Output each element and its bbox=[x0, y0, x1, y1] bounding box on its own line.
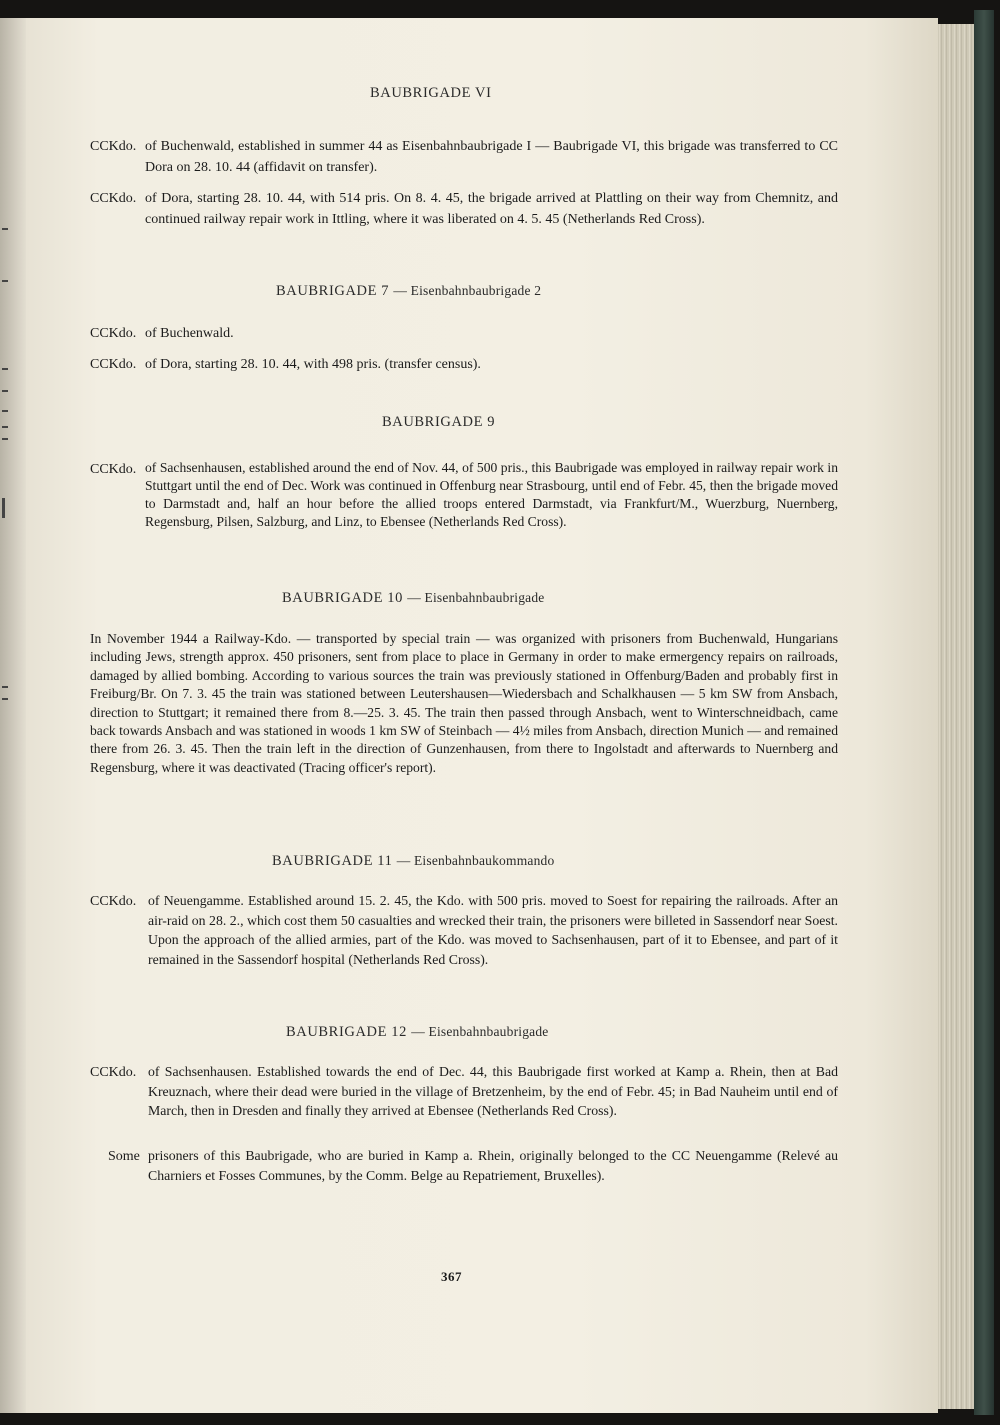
entry-baubrigade-7-2 bbox=[90, 354, 838, 376]
section-heading-baubrigade-7: BAUBRIGADE 7 — Eisenbahnbaubrigade 2 bbox=[276, 283, 542, 299]
page-content bbox=[26, 18, 938, 1413]
entry-label: CCKdo. bbox=[90, 191, 137, 206]
section-heading-baubrigade-12: BAUBRIGADE 12 — Eisenbahnbaubrigade bbox=[286, 1024, 549, 1040]
entry-label: CCKdo. bbox=[90, 357, 137, 372]
section-subtitle: — Eisenbahnbaubrigade 2 bbox=[393, 283, 542, 298]
entry-baubrigade-9-1 bbox=[90, 459, 838, 565]
section-heading-baubrigade-10: BAUBRIGADE 10 — Eisenbahnbaubrigade bbox=[282, 590, 545, 606]
entry-baubrigade-11-1 bbox=[90, 891, 838, 997]
entry-label: CCKdo. bbox=[90, 326, 137, 341]
entry-label: CCKdo. bbox=[90, 1065, 137, 1080]
page-stack-edge bbox=[938, 24, 974, 1409]
facing-page-text-fragments bbox=[2, 18, 14, 1413]
entry-label: Some bbox=[108, 1149, 140, 1164]
section-subtitle: — Eisenbahnbaubrigade bbox=[407, 590, 545, 605]
entry-text: of Dora, starting 28. 10. 44, with 498 pris. (transfer census). bbox=[145, 357, 481, 372]
entry-text: of Sachsenhausen, established around the end of Nov. 44, of 500 pris., this Baubrigade was employed in railway repair work in Stuttgart until the end of Dec. Work was continued in Offenburg near Strasbourg, until end of Febr. 45, then the brigade moved to Darmstadt and, half an hour before the allied troops entered Darmstadt, via Frankfurt/M., Wuerzburg, Nuernberg, Regensburg, Pilsen, Salzburg, and Linz, to Ebensee (Netherlands Red Cross). bbox=[145, 460, 838, 529]
entry-text: of Dora, starting 28. 10. 44, with 514 pris. On 8. 4. 45, the brigade arrived at Plattling on their way from Chemnitz, and continued railway repair work in Ittling, where it was liberated on 4. 5. 45 (Netherlands Red Cross). bbox=[145, 191, 838, 227]
entry-baubrigade-7-1 bbox=[90, 323, 838, 345]
entry-baubrigade-12-2 bbox=[108, 1146, 838, 1208]
entry-label: CCKdo. bbox=[90, 894, 137, 909]
facing-page-edge bbox=[0, 18, 28, 1413]
entry-text: prisoners of this Baubrigade, who are buried in Kamp a. Rhein, originally belonged to the CC Neuengamme (Relevé au Charniers et Fosses Communes, by the Comm. Belge au Repatriement, Bruxelles). bbox=[148, 1148, 838, 1183]
entry-text: of Sachsenhausen. Established towards the end of Dec. 44, this Baubrigade first worked at Kamp a. Rhein, then at Bad Kreuznach, where their dead were buried in the village of Bretzenheim, by the end of Febr. 45; in Bad Nauheim until end of March, then in Dresden and finally they arrived at Ebensee (Netherlands Red Cross). bbox=[148, 1064, 838, 1118]
section-subtitle: — Eisenbahnbaukommando bbox=[396, 853, 555, 868]
section-heading-baubrigade-11: BAUBRIGADE 11 — Eisenbahnbaukommando bbox=[272, 853, 555, 869]
page-number: 367 bbox=[441, 1269, 462, 1284]
entry-baubrigade-12-1 bbox=[90, 1062, 838, 1146]
section-heading-baubrigade-9: BAUBRIGADE 9 bbox=[382, 414, 496, 430]
section-subtitle: — Eisenbahnbaubrigade bbox=[411, 1024, 549, 1039]
entry-label: CCKdo. bbox=[90, 139, 137, 154]
entry-label: CCKdo. bbox=[90, 462, 137, 477]
entry-text: of Buchenwald, established in summer 44 as Eisenbahnbaubrigade I — Baubrigade VI, this brigade was transferred to CC Dora on 28. 10. 44 (affidavit on transfer). bbox=[145, 139, 838, 175]
book-page bbox=[26, 18, 938, 1413]
entry-text: of Neuengamme. Established around 15. 2. 45, the Kdo. with 500 pris. moved to Soest for repairing the railroads. After an air-raid on 28. 2., which cost them 50 casualties and wrecked their train, the prisoners were billeted in Sassendorf near Soest. Upon the approach of the allied armies, part of the Kdo. was moved to Sachsenhausen, part of it to Ebensee, and part of it remained in the Sassendorf hospital (Netherlands Red Cross). bbox=[148, 893, 838, 967]
entry-baubrigade-vi-1 bbox=[90, 136, 838, 180]
entry-baubrigade-vi-2 bbox=[90, 188, 838, 252]
paragraph-baubrigade-10: In November 1944 a Railway-Kdo. — transported by special train — was organized with prisoners from Buchenwald, Hungarians including Jews, strength approx. 450 prisoners, sent from place to place in Germany in order to make ermergency repairs on railroads, damaged by allied bombing. According to various sources the train was previously stationed in Offenburg/Baden and probably first in Freiburg/Br. On 7. 3. 45 the train was stationed between Leutershausen—Wiedersbach and Schalkhausen — 5 km SW from Ansbach, direction to Stuttgart; it remained there from 8.—25. 3. 45. The train then passed through Ansbach, went to Winterschneidbach, came back towards Ansbach and was stationed in woods 1 km SW of Steinbach — 4½ miles from Ansbach, direction Munich — and remained there from 26. 3. 45. Then the train left in the direction of Gunzenhausen, from there to Ingolstadt and afterwards to Nuernberg and Regensburg, where it was deactivated (Tracing officer's report). bbox=[90, 631, 838, 775]
entry-text: of Buchenwald. bbox=[145, 326, 234, 341]
book-cover-edge bbox=[974, 10, 994, 1415]
section-heading-baubrigade-vi: BAUBRIGADE VI bbox=[370, 85, 492, 101]
